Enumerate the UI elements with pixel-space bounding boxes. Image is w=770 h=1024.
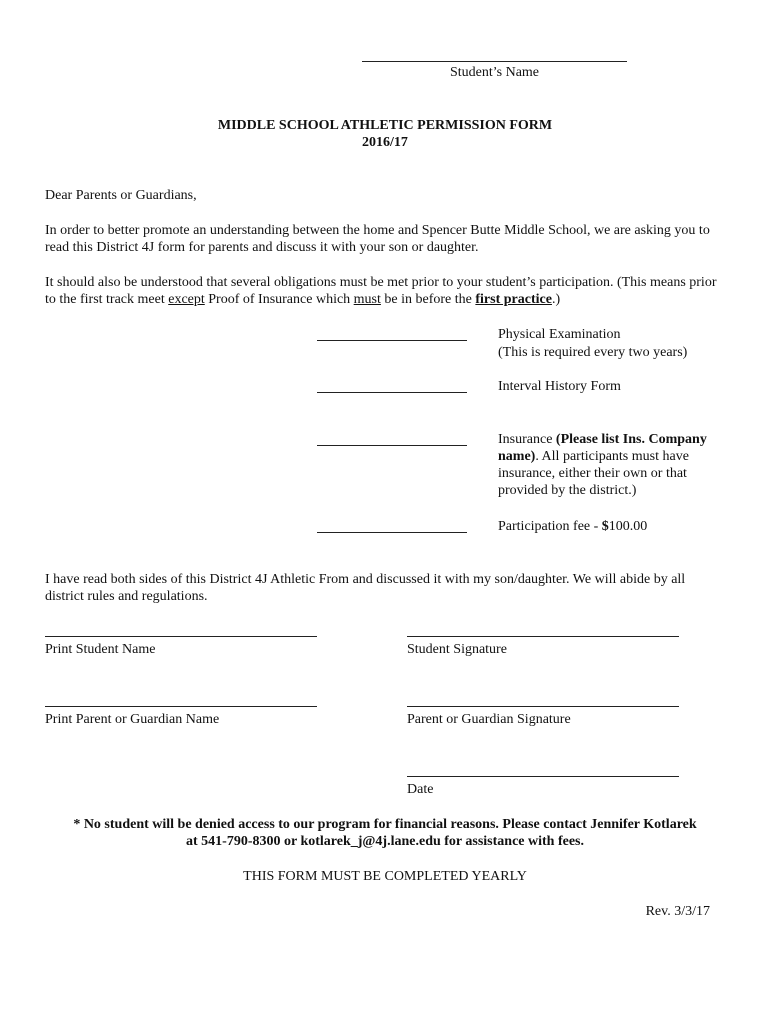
student-signature-label: Student Signature <box>407 642 507 657</box>
insurance-rest: . All participants must have insurance, either their own or that provided by the district.) <box>498 449 689 498</box>
financial-notice-line2: at 541-790-8300 or kotlarek_j@4j.lane.edu for assistance with fees. <box>186 834 584 849</box>
print-parent-name-label: Print Parent or Guardian Name <box>45 712 220 727</box>
print-parent-name-line[interactable] <box>45 706 317 707</box>
parent-signature-line[interactable] <box>407 706 679 707</box>
insurance-label <box>498 431 730 499</box>
intro-paragraph: In order to better promote an understanding between the home and Spencer Butte Middle School, we are asking you to read this District 4J form for parents and discuss it with your son or daughter. <box>45 223 710 255</box>
salutation: Dear Parents or Guardians, <box>45 188 197 203</box>
must-emphasis: must <box>353 292 381 307</box>
student-name-label: Student’s Name <box>449 65 540 80</box>
student-name-line[interactable] <box>362 61 627 62</box>
insurance-line[interactable] <box>317 445 467 446</box>
fee-amount: 100.00 <box>608 519 648 534</box>
date-label: Date <box>407 782 434 797</box>
form-year: 2016/17 <box>362 135 408 150</box>
obligations-paragraph <box>45 274 725 308</box>
obligations-text-4: .) <box>551 292 561 307</box>
first-practice-emphasis: first practice <box>475 292 552 307</box>
physical-exam-line[interactable] <box>317 340 467 341</box>
revision-date: Rev. 3/3/17 <box>645 904 710 919</box>
parent-signature-label: Parent or Guardian Signature <box>407 712 571 727</box>
interval-history-label: Interval History Form <box>498 379 621 394</box>
physical-exam-note: (This is required every two years) <box>498 345 688 360</box>
obligations-text-1: It should also be understood that several obligations must be met prior to your student’s participation. (This means prior to the first track meet <box>45 275 717 307</box>
except-emphasis: except <box>168 292 205 307</box>
insurance-prefix: Insurance <box>498 432 556 447</box>
student-signature-line[interactable] <box>407 636 679 637</box>
fee-prefix: Participation fee - <box>498 519 602 534</box>
yearly-notice: THIS FORM MUST BE COMPLETED YEARLY <box>243 869 527 884</box>
print-student-name-line[interactable] <box>45 636 317 637</box>
interval-history-line[interactable] <box>317 392 467 393</box>
obligations-text-2: Proof of Insurance which <box>204 292 354 307</box>
participation-fee-line[interactable] <box>317 532 467 533</box>
date-line[interactable] <box>407 776 679 777</box>
form-title: MIDDLE SCHOOL ATHLETIC PERMISSION FORM <box>217 118 553 133</box>
physical-exam-label: Physical Examination <box>498 327 621 342</box>
print-student-name-label: Print Student Name <box>45 642 156 657</box>
insurance-bold: (Please list Ins. Company name) <box>498 432 707 464</box>
fee-dollar: $ <box>601 519 609 534</box>
participation-fee-label <box>498 518 647 535</box>
obligations-text-3: be in before the <box>380 292 476 307</box>
acknowledgement-paragraph: I have read both sides of this District 4J Athletic From and discussed it with my son/daughter. We will abide by all district rules and regulations. <box>45 572 686 604</box>
financial-notice-line1: * No student will be denied access to our program for financial reasons. Please contact Jennifer Kotlarek <box>73 817 697 832</box>
